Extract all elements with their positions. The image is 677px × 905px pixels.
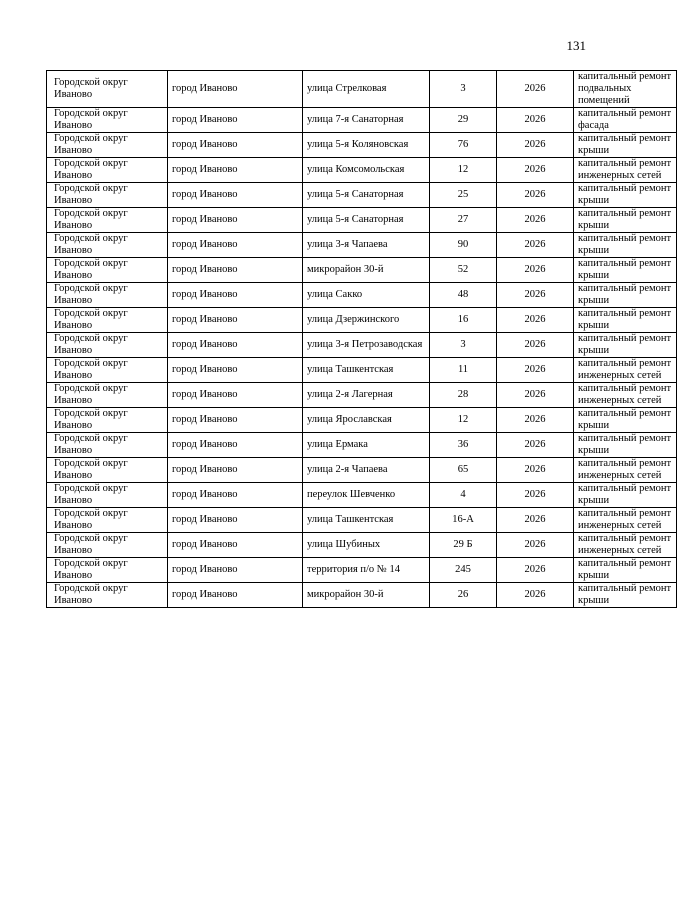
settlement-text: город Иваново bbox=[172, 389, 238, 400]
work-type-cell bbox=[574, 208, 677, 233]
house-number-text: 3 bbox=[460, 83, 466, 94]
settlement-cell bbox=[168, 483, 303, 508]
year-text: 2026 bbox=[524, 214, 546, 225]
municipality-text: Городской округ Иваново bbox=[54, 108, 128, 131]
house-number-cell bbox=[430, 508, 497, 533]
street-cell bbox=[303, 233, 430, 258]
municipality-text: Городской округ Иваново bbox=[54, 358, 128, 381]
settlement-text: город Иваново bbox=[172, 139, 238, 150]
settlement-text: город Иваново bbox=[172, 539, 238, 550]
municipality-cell bbox=[47, 433, 168, 458]
settlement-cell bbox=[168, 133, 303, 158]
housing-repair-table bbox=[46, 70, 677, 608]
house-number-cell bbox=[430, 183, 497, 208]
table-row bbox=[47, 108, 677, 133]
street-text: улица 2-я Лагерная bbox=[307, 389, 393, 400]
settlement-cell bbox=[168, 283, 303, 308]
municipality-text: Городской округ Иваново bbox=[54, 308, 128, 331]
work-type-cell bbox=[574, 71, 677, 108]
settlement-text: город Иваново bbox=[172, 264, 238, 275]
street-text: улица Ташкентская bbox=[307, 364, 394, 375]
house-number-text: 48 bbox=[457, 289, 469, 300]
street-text: микрорайон 30-й bbox=[307, 264, 384, 275]
year-text: 2026 bbox=[524, 314, 546, 325]
year-text: 2026 bbox=[524, 164, 546, 175]
house-number-text: 245 bbox=[455, 564, 471, 575]
work-type-text: капитальный ремонт крыши bbox=[578, 283, 672, 306]
table-row bbox=[47, 308, 677, 333]
year-cell bbox=[497, 333, 574, 358]
street-cell bbox=[303, 508, 430, 533]
year-text: 2026 bbox=[524, 239, 546, 250]
street-text: улица 3-я Чапаева bbox=[307, 239, 388, 250]
house-number-cell bbox=[430, 358, 497, 383]
table-row bbox=[47, 408, 677, 433]
street-text: улица 5-я Санаторная bbox=[307, 189, 404, 200]
municipality-cell bbox=[47, 158, 168, 183]
municipality-text: Городской округ Иваново bbox=[54, 233, 128, 256]
table-row bbox=[47, 558, 677, 583]
house-number-cell bbox=[430, 283, 497, 308]
work-type-text: капитальный ремонт фасада bbox=[578, 108, 672, 131]
work-type-cell bbox=[574, 108, 677, 133]
street-text: микрорайон 30-й bbox=[307, 589, 384, 600]
table-row bbox=[47, 183, 677, 208]
table-row bbox=[47, 158, 677, 183]
street-text: улица Ташкентская bbox=[307, 514, 394, 525]
settlement-cell bbox=[168, 158, 303, 183]
table-row bbox=[47, 258, 677, 283]
street-text: улица Сакко bbox=[307, 289, 363, 300]
municipality-cell bbox=[47, 333, 168, 358]
settlement-text: город Иваново bbox=[172, 83, 238, 94]
street-text: улица Дзержинского bbox=[307, 314, 400, 325]
settlement-text: город Иваново bbox=[172, 289, 238, 300]
street-text: улица 5-я Санаторная bbox=[307, 214, 404, 225]
work-type-cell bbox=[574, 558, 677, 583]
municipality-text: Городской округ Иваново bbox=[54, 508, 128, 531]
settlement-cell bbox=[168, 333, 303, 358]
municipality-text: Городской округ Иваново bbox=[54, 583, 128, 606]
year-cell bbox=[497, 133, 574, 158]
year-text: 2026 bbox=[524, 414, 546, 425]
work-type-cell bbox=[574, 283, 677, 308]
year-text: 2026 bbox=[524, 389, 546, 400]
work-type-cell bbox=[574, 158, 677, 183]
house-number-text: 36 bbox=[457, 439, 469, 450]
house-number-text: 16 bbox=[457, 314, 469, 325]
street-text: улица 7-я Санаторная bbox=[307, 114, 404, 125]
year-text: 2026 bbox=[524, 564, 546, 575]
year-cell bbox=[497, 108, 574, 133]
house-number-cell bbox=[430, 71, 497, 108]
municipality-cell bbox=[47, 133, 168, 158]
settlement-cell bbox=[168, 583, 303, 608]
year-cell bbox=[497, 408, 574, 433]
house-number-cell bbox=[430, 158, 497, 183]
table-row bbox=[47, 208, 677, 233]
street-cell bbox=[303, 408, 430, 433]
year-cell bbox=[497, 158, 574, 183]
street-cell bbox=[303, 108, 430, 133]
table-row bbox=[47, 133, 677, 158]
street-cell bbox=[303, 283, 430, 308]
work-type-text: капитальный ремонт инженерных сетей bbox=[578, 158, 672, 181]
house-number-cell bbox=[430, 583, 497, 608]
year-text: 2026 bbox=[524, 439, 546, 450]
table-row bbox=[47, 433, 677, 458]
house-number-text: 52 bbox=[457, 264, 469, 275]
work-type-text: капитальный ремонт крыши bbox=[578, 408, 672, 431]
municipality-cell bbox=[47, 558, 168, 583]
work-type-cell bbox=[574, 408, 677, 433]
house-number-cell bbox=[430, 483, 497, 508]
municipality-cell bbox=[47, 408, 168, 433]
settlement-cell bbox=[168, 408, 303, 433]
year-text: 2026 bbox=[524, 339, 546, 350]
year-cell bbox=[497, 533, 574, 558]
year-text: 2026 bbox=[524, 489, 546, 500]
settlement-text: город Иваново bbox=[172, 589, 238, 600]
table-row bbox=[47, 233, 677, 258]
settlement-text: город Иваново bbox=[172, 489, 238, 500]
street-text: улица Ярославская bbox=[307, 414, 392, 425]
house-number-text: 29 bbox=[457, 114, 469, 125]
work-type-cell bbox=[574, 433, 677, 458]
table-row bbox=[47, 71, 677, 108]
settlement-cell bbox=[168, 508, 303, 533]
year-text: 2026 bbox=[524, 464, 546, 475]
settlement-cell bbox=[168, 458, 303, 483]
work-type-text: капитальный ремонт крыши bbox=[578, 208, 672, 231]
municipality-cell bbox=[47, 383, 168, 408]
municipality-cell bbox=[47, 483, 168, 508]
settlement-cell bbox=[168, 108, 303, 133]
work-type-text: капитальный ремонт крыши bbox=[578, 333, 672, 356]
house-number-text: 65 bbox=[457, 464, 469, 475]
table-row bbox=[47, 333, 677, 358]
municipality-cell bbox=[47, 233, 168, 258]
municipality-text: Городской округ Иваново bbox=[54, 283, 128, 306]
table-row bbox=[47, 533, 677, 558]
settlement-text: город Иваново bbox=[172, 414, 238, 425]
year-text: 2026 bbox=[524, 83, 546, 94]
settlement-text: город Иваново bbox=[172, 214, 238, 225]
settlement-cell bbox=[168, 308, 303, 333]
street-text: улица 3-я Петрозаводская bbox=[307, 339, 423, 350]
table-row bbox=[47, 358, 677, 383]
municipality-text: Городской округ Иваново bbox=[54, 458, 128, 481]
street-cell bbox=[303, 458, 430, 483]
settlement-text: город Иваново bbox=[172, 439, 238, 450]
work-type-text: капитальный ремонт крыши bbox=[578, 483, 672, 506]
street-text: территория п/о № 14 bbox=[307, 564, 400, 575]
year-cell bbox=[497, 233, 574, 258]
street-cell bbox=[303, 158, 430, 183]
house-number-cell bbox=[430, 108, 497, 133]
house-number-text: 76 bbox=[457, 139, 469, 150]
settlement-cell bbox=[168, 383, 303, 408]
municipality-text: Городской округ Иваново bbox=[54, 133, 128, 156]
settlement-cell bbox=[168, 183, 303, 208]
street-cell bbox=[303, 533, 430, 558]
table-row bbox=[47, 583, 677, 608]
settlement-text: город Иваново bbox=[172, 164, 238, 175]
year-cell bbox=[497, 433, 574, 458]
work-type-cell bbox=[574, 508, 677, 533]
house-number-cell bbox=[430, 133, 497, 158]
year-text: 2026 bbox=[524, 539, 546, 550]
street-cell bbox=[303, 583, 430, 608]
work-type-cell bbox=[574, 308, 677, 333]
house-number-cell bbox=[430, 408, 497, 433]
work-type-text: капитальный ремонт инженерных сетей bbox=[578, 533, 672, 556]
street-cell bbox=[303, 433, 430, 458]
year-cell bbox=[497, 208, 574, 233]
settlement-cell bbox=[168, 233, 303, 258]
municipality-cell bbox=[47, 508, 168, 533]
house-number-cell bbox=[430, 533, 497, 558]
settlement-cell bbox=[168, 558, 303, 583]
table-row bbox=[47, 508, 677, 533]
work-type-cell bbox=[574, 533, 677, 558]
work-type-text: капитальный ремонт инженерных сетей bbox=[578, 508, 672, 531]
house-number-text: 16-А bbox=[452, 514, 474, 525]
year-cell bbox=[497, 71, 574, 108]
street-cell bbox=[303, 308, 430, 333]
table-row bbox=[47, 458, 677, 483]
house-number-cell bbox=[430, 333, 497, 358]
settlement-cell bbox=[168, 433, 303, 458]
table-row bbox=[47, 383, 677, 408]
street-text: переулок Шевченко bbox=[307, 489, 396, 500]
house-number-text: 12 bbox=[457, 414, 469, 425]
year-cell bbox=[497, 283, 574, 308]
street-cell bbox=[303, 358, 430, 383]
work-type-text: капитальный ремонт крыши bbox=[578, 433, 672, 456]
municipality-text: Городской округ Иваново bbox=[54, 433, 128, 456]
settlement-text: город Иваново bbox=[172, 364, 238, 375]
work-type-text: капитальный ремонт крыши bbox=[578, 308, 672, 331]
settlement-cell bbox=[168, 208, 303, 233]
year-cell bbox=[497, 308, 574, 333]
house-number-cell bbox=[430, 258, 497, 283]
work-type-cell bbox=[574, 183, 677, 208]
municipality-text: Городской округ Иваново bbox=[54, 558, 128, 581]
year-cell bbox=[497, 383, 574, 408]
street-text: улица Комсомольская bbox=[307, 164, 405, 175]
municipality-text: Городской округ Иваново bbox=[54, 383, 128, 406]
municipality-text: Городской округ Иваново bbox=[54, 333, 128, 356]
house-number-text: 12 bbox=[457, 164, 469, 175]
year-cell bbox=[497, 583, 574, 608]
settlement-cell bbox=[168, 533, 303, 558]
house-number-text: 11 bbox=[457, 364, 469, 375]
street-cell bbox=[303, 383, 430, 408]
street-text: улица Ермака bbox=[307, 439, 368, 450]
settlement-text: город Иваново bbox=[172, 514, 238, 525]
municipality-cell bbox=[47, 533, 168, 558]
municipality-cell bbox=[47, 458, 168, 483]
street-cell bbox=[303, 258, 430, 283]
house-number-cell bbox=[430, 208, 497, 233]
street-cell bbox=[303, 483, 430, 508]
year-cell bbox=[497, 183, 574, 208]
municipality-cell bbox=[47, 283, 168, 308]
street-text: улица 2-я Чапаева bbox=[307, 464, 388, 475]
street-cell bbox=[303, 333, 430, 358]
work-type-text: капитальный ремонт инженерных сетей bbox=[578, 358, 672, 381]
work-type-cell bbox=[574, 333, 677, 358]
settlement-cell bbox=[168, 258, 303, 283]
street-text: улица Стрелковая bbox=[307, 83, 387, 94]
work-type-cell bbox=[574, 583, 677, 608]
settlement-cell bbox=[168, 71, 303, 108]
settlement-text: город Иваново bbox=[172, 189, 238, 200]
municipality-cell bbox=[47, 358, 168, 383]
year-cell bbox=[497, 508, 574, 533]
street-cell bbox=[303, 133, 430, 158]
street-cell bbox=[303, 183, 430, 208]
house-number-text: 90 bbox=[457, 239, 469, 250]
house-number-text: 27 bbox=[457, 214, 469, 225]
work-type-text: капитальный ремонт крыши bbox=[578, 183, 672, 206]
work-type-text: капитальный ремонт инженерных сетей bbox=[578, 383, 672, 406]
settlement-text: город Иваново bbox=[172, 339, 238, 350]
municipality-text: Городской округ Иваново bbox=[54, 533, 128, 556]
house-number-cell bbox=[430, 433, 497, 458]
municipality-cell bbox=[47, 183, 168, 208]
street-cell bbox=[303, 208, 430, 233]
house-number-text: 28 bbox=[457, 389, 469, 400]
year-cell bbox=[497, 358, 574, 383]
house-number-cell bbox=[430, 233, 497, 258]
settlement-text: город Иваново bbox=[172, 464, 238, 475]
municipality-cell bbox=[47, 108, 168, 133]
municipality-text: Городской округ Иваново bbox=[54, 158, 128, 181]
municipality-text: Городской округ Иваново bbox=[54, 183, 128, 206]
street-cell bbox=[303, 71, 430, 108]
year-text: 2026 bbox=[524, 514, 546, 525]
house-number-text: 26 bbox=[457, 589, 469, 600]
work-type-text: капитальный ремонт крыши bbox=[578, 258, 672, 281]
work-type-cell bbox=[574, 458, 677, 483]
work-type-cell bbox=[574, 233, 677, 258]
house-number-text: 4 bbox=[460, 489, 466, 500]
house-number-cell bbox=[430, 383, 497, 408]
municipality-text: Городской округ Иваново bbox=[54, 258, 128, 281]
year-text: 2026 bbox=[524, 264, 546, 275]
work-type-cell bbox=[574, 383, 677, 408]
settlement-text: город Иваново bbox=[172, 564, 238, 575]
work-type-text: капитальный ремонт крыши bbox=[578, 583, 672, 606]
work-type-text: капитальный ремонт подвальных помещений bbox=[578, 71, 672, 106]
work-type-cell bbox=[574, 483, 677, 508]
house-number-text: 3 bbox=[460, 339, 466, 350]
house-number-text: 29 Б bbox=[453, 539, 473, 550]
year-text: 2026 bbox=[524, 189, 546, 200]
table-row bbox=[47, 483, 677, 508]
settlement-text: город Иваново bbox=[172, 239, 238, 250]
page-number: 131 bbox=[566, 38, 586, 53]
work-type-text: капитальный ремонт крыши bbox=[578, 558, 672, 581]
work-type-cell bbox=[574, 258, 677, 283]
year-cell bbox=[497, 258, 574, 283]
house-number-cell bbox=[430, 558, 497, 583]
year-text: 2026 bbox=[524, 289, 546, 300]
municipality-text: Городской округ Иваново bbox=[54, 408, 128, 431]
year-cell bbox=[497, 558, 574, 583]
year-text: 2026 bbox=[524, 139, 546, 150]
year-cell bbox=[497, 483, 574, 508]
year-text: 2026 bbox=[524, 114, 546, 125]
settlement-text: город Иваново bbox=[172, 314, 238, 325]
year-text: 2026 bbox=[524, 589, 546, 600]
municipality-text: Городской округ Иваново bbox=[54, 77, 128, 100]
settlement-cell bbox=[168, 358, 303, 383]
municipality-cell bbox=[47, 583, 168, 608]
work-type-text: капитальный ремонт крыши bbox=[578, 133, 672, 156]
work-type-text: капитальный ремонт инженерных сетей bbox=[578, 458, 672, 481]
municipality-cell bbox=[47, 308, 168, 333]
year-cell bbox=[497, 458, 574, 483]
municipality-text: Городской округ Иваново bbox=[54, 483, 128, 506]
municipality-cell bbox=[47, 258, 168, 283]
table-row bbox=[47, 283, 677, 308]
year-text: 2026 bbox=[524, 364, 546, 375]
table-body bbox=[47, 71, 677, 608]
settlement-text: город Иваново bbox=[172, 114, 238, 125]
street-text: улица 5-я Коляновская bbox=[307, 139, 409, 150]
work-type-cell bbox=[574, 358, 677, 383]
municipality-text: Городской округ Иваново bbox=[54, 208, 128, 231]
house-number-cell bbox=[430, 458, 497, 483]
municipality-cell bbox=[47, 71, 168, 108]
work-type-text: капитальный ремонт крыши bbox=[578, 233, 672, 256]
work-type-cell bbox=[574, 133, 677, 158]
street-text: улица Шубиных bbox=[307, 539, 381, 550]
street-cell bbox=[303, 558, 430, 583]
municipality-cell bbox=[47, 208, 168, 233]
house-number-text: 25 bbox=[457, 189, 469, 200]
house-number-cell bbox=[430, 308, 497, 333]
